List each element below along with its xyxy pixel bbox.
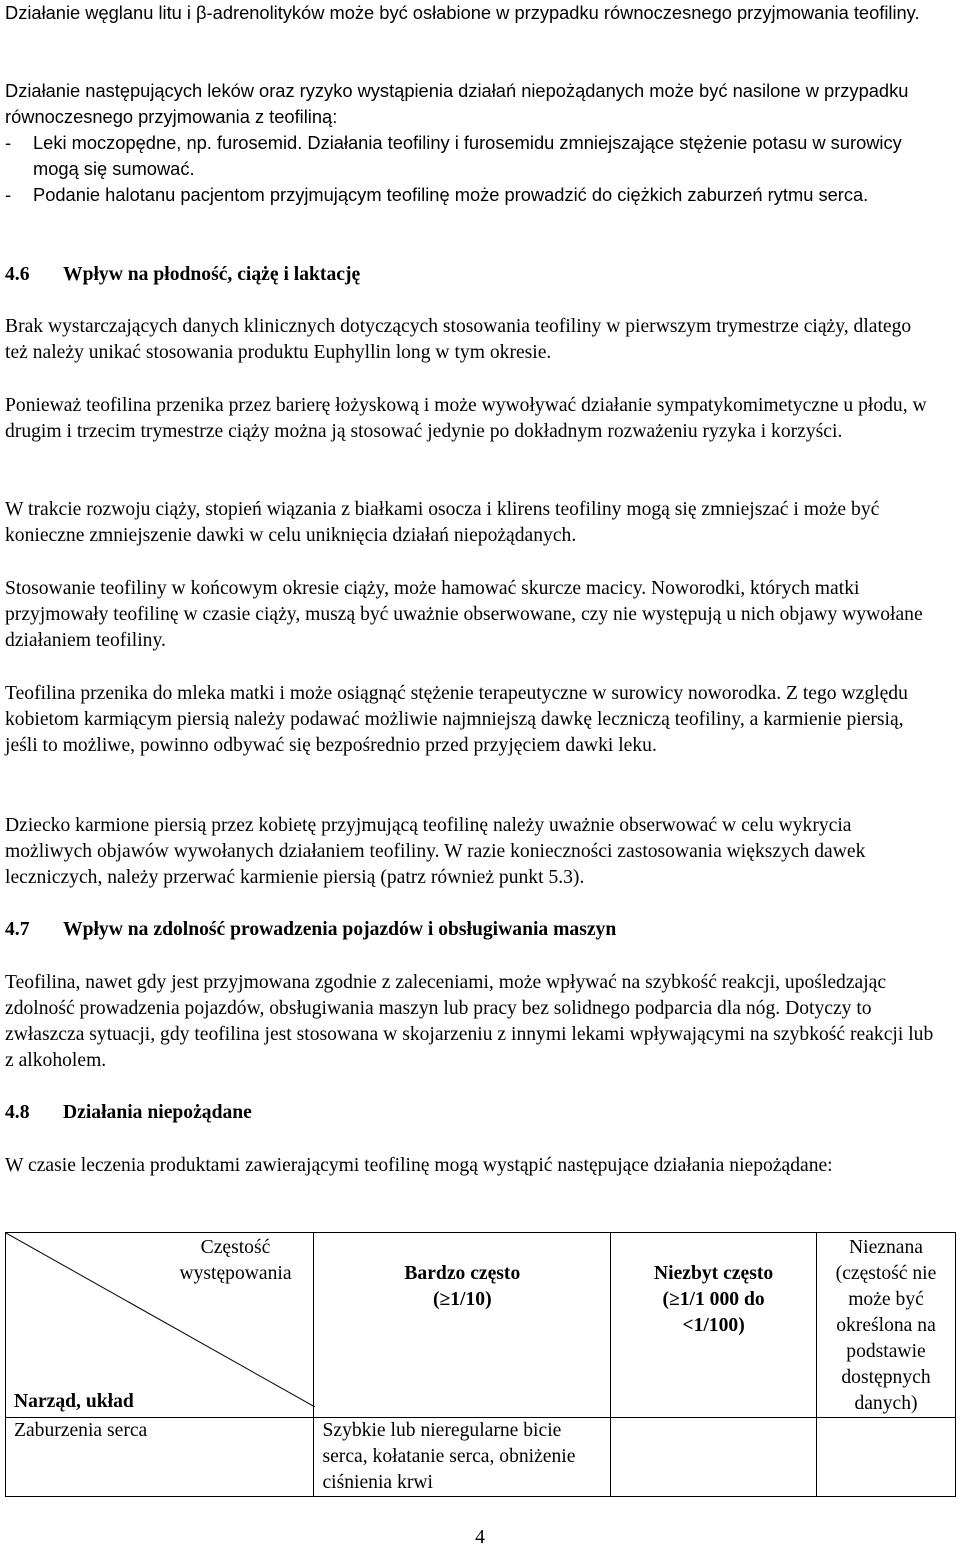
section-number: 4.8 [5,1102,30,1123]
paragraph: Teofilina przenika do mleka matki i może osiągnąć stężenie terapeutyczne w surowicy noworodka. Z tego względu kobietom karmiącym piersią należy podawać możliwie najmniejszą dawkę leczniczą teofiliny, a karmienie piersią, jeśli to możliwe, powinno odbywać się bezpośrednio przed przyjęciem dawki leku. [5,683,908,756]
page-number: 4 [475,1527,485,1548]
adverse-effects-table [5,1232,956,1497]
organ-cell: Zaburzenia serca [6,1418,314,1497]
intro-paragraph-2: Działanie następujących leków oraz ryzyko wystąpienia działań niepożądanych może być nasilone w przypadku równoczesnego przyjmowania z teofiliną: [5,80,909,127]
section-heading-4-8 [5,1100,252,1126]
table-header-row [6,1233,956,1418]
column-header-text: Niezbyt często (≥1/1 000 do <1/100) [654,1263,774,1336]
list-item-text: Podanie halotanu pacjentom przyjmującym teofilinę może prowadzić do ciężkich zaburzeń rytmu serca. [33,184,869,205]
list-item [5,130,935,182]
paragraph: Teofilina, nawet gdy jest przyjmowana zgodnie z zaleceniami, może wpływać na szybkość reakcji, upośledzając zdolność prowadzenia pojazdów, obsługiwania maszyn lub pracy bez solidnego podparcia dla nóg. Dotyczy to zwłaszcza sytuacji, gdy teofilina jest stosowana w skojarzeniu z innymi lekami wpływającymi na szybkość reakcji lub z alkoholem. [5,972,934,1071]
uncommon-cell [611,1418,817,1497]
section-number: 4.7 [5,919,30,940]
paragraph: W czasie leczenia produktami zawierającymi teofilinę mogą wystąpić następujące działania niepożądane: [5,1155,833,1176]
table-row [6,1418,956,1497]
column-header [611,1233,817,1418]
table-corner-cell [6,1233,314,1418]
list-item-text: Leki moczopędne, np. furosemid. Działania teofiliny i furosemidu zmniejszające stężenie potasu w surowicy mogą się sumować. [33,132,902,179]
section-title: Wpływ na zdolność prowadzenia pojazdów i obsługiwania maszyn [63,919,617,940]
section-title: Wpływ na płodność, ciążę i laktację [63,264,361,285]
column-header [314,1233,611,1418]
paragraph: W trakcie rozwoju ciąży, stopień wiązania z białkami osocza i klirens teofiliny mogą się zmniejszać i może być konieczne zmniejszenie dawki w celu uniknięcia działań niepożądanych. [5,499,880,546]
unknown-cell [817,1418,956,1497]
column-header [817,1233,956,1418]
organ-system-label: Narząd, układ [14,1391,134,1412]
intro-paragraph-1: Działanie węglanu litu i β-adrenolityków może być osłabione w przypadku równoczesnego przyjmowania teofiliny. [5,2,920,23]
paragraph: Dziecko karmione piersią przez kobietę przyjmującą teofilinę należy uważnie obserwować w celu wykrycia możliwych objawów wywołanych działaniem teofiliny. W razie konieczności zastosowania większych dawek leczniczych, należy przerwać karmienie piersią (patrz również punkt 5.3). [5,815,866,888]
very-common-cell: Szybkie lub nieregularne bicie serca, kołatanie serca, obniżenie ciśnienia krwi [314,1418,611,1497]
paragraph: Stosowanie teofiliny w końcowym okresie ciąży, może hamować skurcze macicy. Noworodki, których matki przyjmowały teofilinę w czasie ciąży, muszą być uważnie obserwowane, czy nie występują u nich objawy wywołane działaniem teofiliny. [5,578,923,651]
column-header-text: Nieznana (częstość nie może być określona na podstawie dostępnych danych) [835,1237,937,1414]
list-dash: - [5,132,12,153]
paragraph: Ponieważ teofilina przenika przez barierę łożyskową i może wywoływać działanie sympatykomimetyczne u płodu, w drugim i trzecim trymestrze ciąży można ją stosować jedynie po dokładnym rozważeniu ryzyka i korzyści. [5,395,927,442]
section-title: Działania niepożądane [63,1102,252,1123]
list-dash: - [5,184,12,205]
section-number: 4.6 [5,264,30,285]
column-header-text: Bardzo często (≥1/10) [404,1263,521,1310]
section-heading-4-6 [5,262,360,288]
list-item [5,182,935,208]
section-heading-4-7 [5,917,616,943]
paragraph: Brak wystarczających danych klinicznych dotyczących stosowania teofiliny w pierwszym trymestrze ciąży, dlatego też należy unikać stosowania produktu Euphyllin long w tym okresie. [5,316,912,363]
frequency-label: Częstość występowania [179,1237,292,1284]
